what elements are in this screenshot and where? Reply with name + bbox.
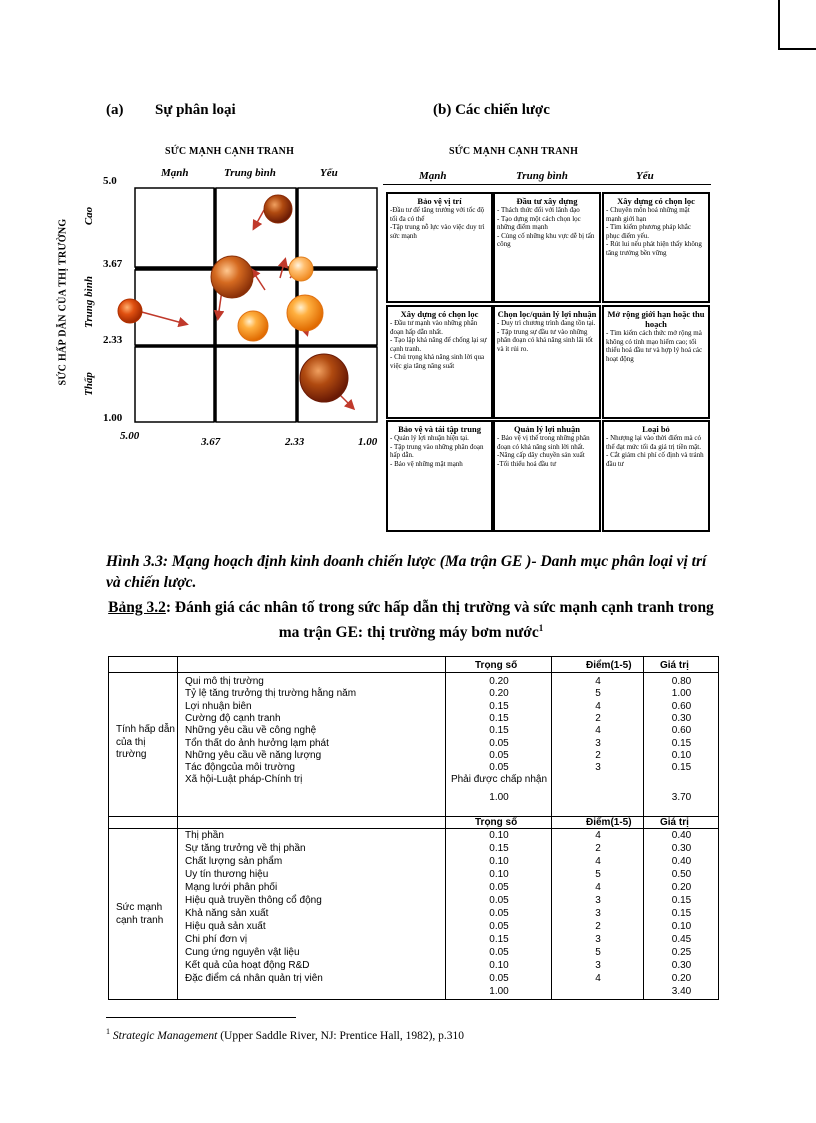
weight-cell: 0.05 xyxy=(489,882,509,893)
factor-name: Chất lượng sản phẩm xyxy=(185,856,283,867)
score-cell: 2 xyxy=(595,921,601,932)
matrix-cell xyxy=(216,347,296,422)
value-cell: 0.50 xyxy=(671,869,692,880)
matrix-x-title: SỨC MẠNH CẠNH TRANH xyxy=(165,146,295,157)
table-title-label: Bảng 3.2 xyxy=(108,599,166,616)
value-cell: 0.20 xyxy=(671,882,692,893)
matrix-col-strong: Mạnh xyxy=(161,167,189,179)
factor-name: Xã hội-Luật pháp-Chính trị xyxy=(185,774,303,786)
factor-name: Tổn thất do ảnh hưởng lạm phát xyxy=(185,737,329,749)
score-cell: 3 xyxy=(595,908,601,919)
strategy-x-title: SỨC MẠNH CẠNH TRANH xyxy=(449,146,579,157)
matrix-x-tick: 5.00 xyxy=(120,430,140,442)
matrix-row-medium: Trung bình xyxy=(83,276,95,328)
weight-cell: 0.05 xyxy=(489,973,509,984)
value-cell: 0.30 xyxy=(671,960,692,971)
footnote-title: Strategic Management xyxy=(112,1029,218,1042)
value-total: 3.70 xyxy=(671,792,692,803)
score-cell: 3 xyxy=(595,960,601,971)
heading-b-title: (b) Các chiến lược xyxy=(433,102,550,118)
factor-name: Thị phần xyxy=(185,830,224,841)
score-cell: 5 xyxy=(595,688,601,700)
weight-cell: 0.10 xyxy=(489,960,509,971)
factor-name: Kết quả của hoạt động R&D xyxy=(185,960,310,971)
factor-name: Khả năng sản xuất xyxy=(185,908,269,919)
weight-cell: 0.05 xyxy=(489,908,509,919)
figure-caption: Hình 3.3: Mạng hoạch định kinh doanh chiến lược (Ma trận GE )- Danh mục phân loại vị trí và chiến lược. xyxy=(106,553,707,591)
page-corner-frame xyxy=(778,0,816,50)
factor-name: Tỷ lệ tăng trưởng thị trường hằng năm xyxy=(185,688,357,700)
header-score: Điểm(1-5) xyxy=(586,660,632,671)
section-label-strength: Sức mạnh cạnh tranh xyxy=(116,902,164,926)
value-cell: 0.15 xyxy=(671,737,692,749)
factor-name: Cung ứng nguyên vật liệu xyxy=(185,947,300,958)
heading-a-title: Sự phân loại xyxy=(155,102,236,118)
value-cell: 0.40 xyxy=(671,830,692,841)
value-cell: 0.10 xyxy=(671,749,692,761)
weight-cell: 0.05 xyxy=(489,895,509,906)
weight-cell: 0.05 xyxy=(489,947,509,958)
heading-a-label: (a) xyxy=(106,102,124,118)
weight-cell: 0.15 xyxy=(489,700,509,712)
strategy-cell-divest: Loại bỏ - Nhượng lại vào thời điểm mà có thể đạt mức tối đa giá trị tiền mặt. - Cắt giảm chi phí cố định và tránh đầu tư xyxy=(602,420,710,532)
matrix-col-medium: Trung bình xyxy=(224,167,276,179)
strategy-cell-limited-expansion: Mở rộng giới hạn hoặc thu hoạch - Tìm kiếm cách thức mở rộng mà không có tính mạo hiểm cao; tối thiểu hoá đầu tư và hợp lý hoá các hoạt động xyxy=(602,305,710,419)
factor-name: Hiệu quả truyền thông cổ động xyxy=(185,895,322,906)
weight-total: 1.00 xyxy=(489,792,509,803)
header-value-2: Giá trị xyxy=(660,817,689,828)
bubble xyxy=(118,299,142,323)
factor-name: Cường độ cạnh tranh xyxy=(185,712,281,724)
matrix-y-tick: 5.0 xyxy=(103,175,117,187)
value-cell: 0.40 xyxy=(671,856,692,867)
header-value: Giá trị xyxy=(660,660,689,671)
factor-name: Uy tín thương hiệu xyxy=(185,869,269,880)
score-cell: 3 xyxy=(595,934,601,945)
bubble xyxy=(287,295,323,331)
matrix-row-high: Cao xyxy=(83,206,95,226)
matrix-cell xyxy=(135,347,214,422)
weight-cell: 0.20 xyxy=(489,688,509,700)
value-cell: 0.15 xyxy=(671,895,692,906)
weight-cell: 0.10 xyxy=(489,869,509,880)
strategy-cell-build-selectively-2: Xây dựng có chọn lọc - Đầu tư mạnh vào những phân đoạn hấp dẫn nhất. - Tạo lập khả năng để chống lại sự cạnh tranh. - Chú trọng khả năng sinh lời qua việc gia tăng năng suất xyxy=(386,305,493,419)
bubble xyxy=(238,311,268,341)
value-cell: 0.20 xyxy=(671,973,692,984)
bubble xyxy=(289,257,313,281)
strategy-cell-protect: Bảo vệ vị trí -Đầu tư để tăng trưởng với tốc độ tối đa có thể -Tập trung nỗ lực vào việc duy trì sức mạnh xyxy=(386,192,493,303)
factor-name: Đặc điểm cá nhân quản trị viên xyxy=(185,973,323,984)
score-cell: 4 xyxy=(595,676,601,687)
matrix-y-title: SỨC HẤP DẪN CỦA THỊ TRƯỜNG xyxy=(57,218,69,386)
score-cell: 4 xyxy=(595,856,601,867)
value-total: 3.40 xyxy=(671,986,692,997)
matrix-col-weak: Yếu xyxy=(320,167,338,179)
score-cell: 3 xyxy=(595,737,601,749)
factor-name: Mạng lưới phân phối xyxy=(185,882,278,893)
matrix-cell xyxy=(135,188,214,267)
weight-cell: 0.15 xyxy=(489,934,509,945)
value-cell: 0.10 xyxy=(671,921,692,932)
table-title-footnote: 1 xyxy=(538,623,544,633)
score-cell: 4 xyxy=(595,882,601,893)
score-cell: 3 xyxy=(595,762,601,774)
value-cell: 0.15 xyxy=(671,908,692,919)
table-title-text: : Đánh giá các nhân tố trong sức hấp dẫn thị trường và sức mạnh cạnh tranh trong ma trận GE: thị trường máy bơm nước xyxy=(165,599,714,642)
header-score-2: Điểm(1-5) xyxy=(586,817,632,828)
strategy-col-medium: Trung bình xyxy=(516,170,568,182)
value-cell: 0.25 xyxy=(671,947,692,958)
table-title xyxy=(106,598,716,643)
weight-cell: Phải được chấp nhận xyxy=(450,774,548,786)
weight-cell: 0.05 xyxy=(489,921,509,932)
matrix-x-tick: 3.67 xyxy=(201,436,221,448)
value-cell: 0.15 xyxy=(671,762,692,774)
score-cell: 4 xyxy=(595,973,601,984)
matrix-y-tick: 3.67 xyxy=(103,258,123,270)
weight-cell: 0.05 xyxy=(489,749,509,761)
matrix-cell xyxy=(298,188,377,267)
weight-cell: 0.15 xyxy=(489,843,509,854)
weight-cell: 0.05 xyxy=(489,737,509,749)
factor-name: Sự tăng trưởng về thị phần xyxy=(185,843,306,854)
header-weight-2: Trọng số xyxy=(475,817,518,828)
footnote-source: (Upper Saddle River, NJ: Prentice Hall, 1982), p.310 xyxy=(217,1029,465,1042)
value-cell: 0.60 xyxy=(671,725,692,737)
score-cell: 5 xyxy=(595,869,601,880)
weight-cell: 0.15 xyxy=(489,725,509,737)
factor-name: Tác độngcủa môi trường xyxy=(185,762,295,774)
matrix-x-tick: 2.33 xyxy=(285,436,305,448)
weight-cell: 0.10 xyxy=(489,856,509,867)
weight-cell: 0.05 xyxy=(489,762,509,774)
section-label-attractiveness: Tính hấp dẫn của thị trường xyxy=(116,724,175,760)
score-cell: 4 xyxy=(595,700,601,712)
factor-name: Lợi nhuận biên xyxy=(185,700,252,712)
value-cell: 1.00 xyxy=(671,688,692,700)
bubble xyxy=(264,195,292,223)
score-cell: 5 xyxy=(595,947,601,958)
footnote xyxy=(106,1027,464,1042)
header-weight: Trọng số xyxy=(475,660,518,671)
bubble xyxy=(211,256,253,298)
weight-cell: 0.20 xyxy=(489,676,509,687)
matrix-y-tick: 1.00 xyxy=(103,412,123,424)
score-cell: 2 xyxy=(595,712,601,724)
footnote-mark: 1 xyxy=(106,1027,110,1036)
strategy-cell-build-selectively: Xây dựng có chọn lọc - Chuyên môn hoá những mặt mạnh giới hạn - Tìm kiếm phương pháp khắc phục điểm yếu. - Rút lui nếu phát hiện thấy không tăng trưởng bền vững xyxy=(602,192,710,303)
matrix-cell xyxy=(135,270,214,345)
footnote-rule xyxy=(106,1017,296,1018)
strategy-cell-selectivity: Chọn lọc/quản lý lợi nhuận - Duy trì chương trình đang tồn tại. - Tập trung sự đầu tư vào những phân đoạn có khả năng sinh lãi tốt và ít rủi ro. xyxy=(493,305,601,419)
matrix-y-tick: 2.33 xyxy=(103,334,123,346)
score-cell: 4 xyxy=(595,725,601,737)
score-cell: 3 xyxy=(595,895,601,906)
value-cell: 0.60 xyxy=(671,700,692,712)
portfolio-matrix xyxy=(110,180,390,430)
factor-name: Những yêu cầu về năng lượng xyxy=(185,749,322,761)
value-cell: 0.80 xyxy=(671,676,692,687)
score-cell: 2 xyxy=(595,843,601,854)
weight-total: 1.00 xyxy=(489,986,509,997)
factor-name: Chi phí đơn vị xyxy=(185,934,248,945)
factor-name: Những yêu cầu về công nghệ xyxy=(185,725,317,737)
value-cell: 0.30 xyxy=(671,712,692,724)
strategy-col-weak: Yếu xyxy=(636,170,654,182)
strategy-cell-manage-earnings: Quản lý lợi nhuận - Bảo vệ vị thế trong những phân đoạn có khả năng sinh lời nhất. -Nâng cấp dây chuyền sản xuất -Tối thiểu hoá đầu tư xyxy=(493,420,601,532)
factor-name: Hiệu quả sản xuất xyxy=(185,921,266,932)
weight-cell: 0.10 xyxy=(489,830,509,841)
factor-name: Qui mô thị trường xyxy=(185,676,264,687)
value-cell: 0.45 xyxy=(671,934,692,945)
strategy-cell-invest: Đầu tư xây dựng - Thách thức đối với lãnh đạo - Tạo dựng một cách chọn lọc những điểm mạnh - Củng cố những khu vực dễ bị tấn công xyxy=(493,192,601,303)
strategy-col-strong: Mạnh xyxy=(419,170,447,182)
matrix-x-tick: 1.00 xyxy=(358,436,378,448)
score-cell: 4 xyxy=(595,830,601,841)
bubble xyxy=(300,354,348,402)
value-cell: 0.30 xyxy=(671,843,692,854)
strategy-cell-protect-refocus: Bảo vệ và tái tập trung - Quản lý lợi nhuận hiện tại. - Tập trung vào những phân đoạn hấp dẫn. - Bảo vệ những mặt mạnh xyxy=(386,420,493,532)
weight-cell: 0.15 xyxy=(489,712,509,724)
matrix-row-low: Thấp xyxy=(83,372,95,396)
score-cell: 2 xyxy=(595,749,601,761)
